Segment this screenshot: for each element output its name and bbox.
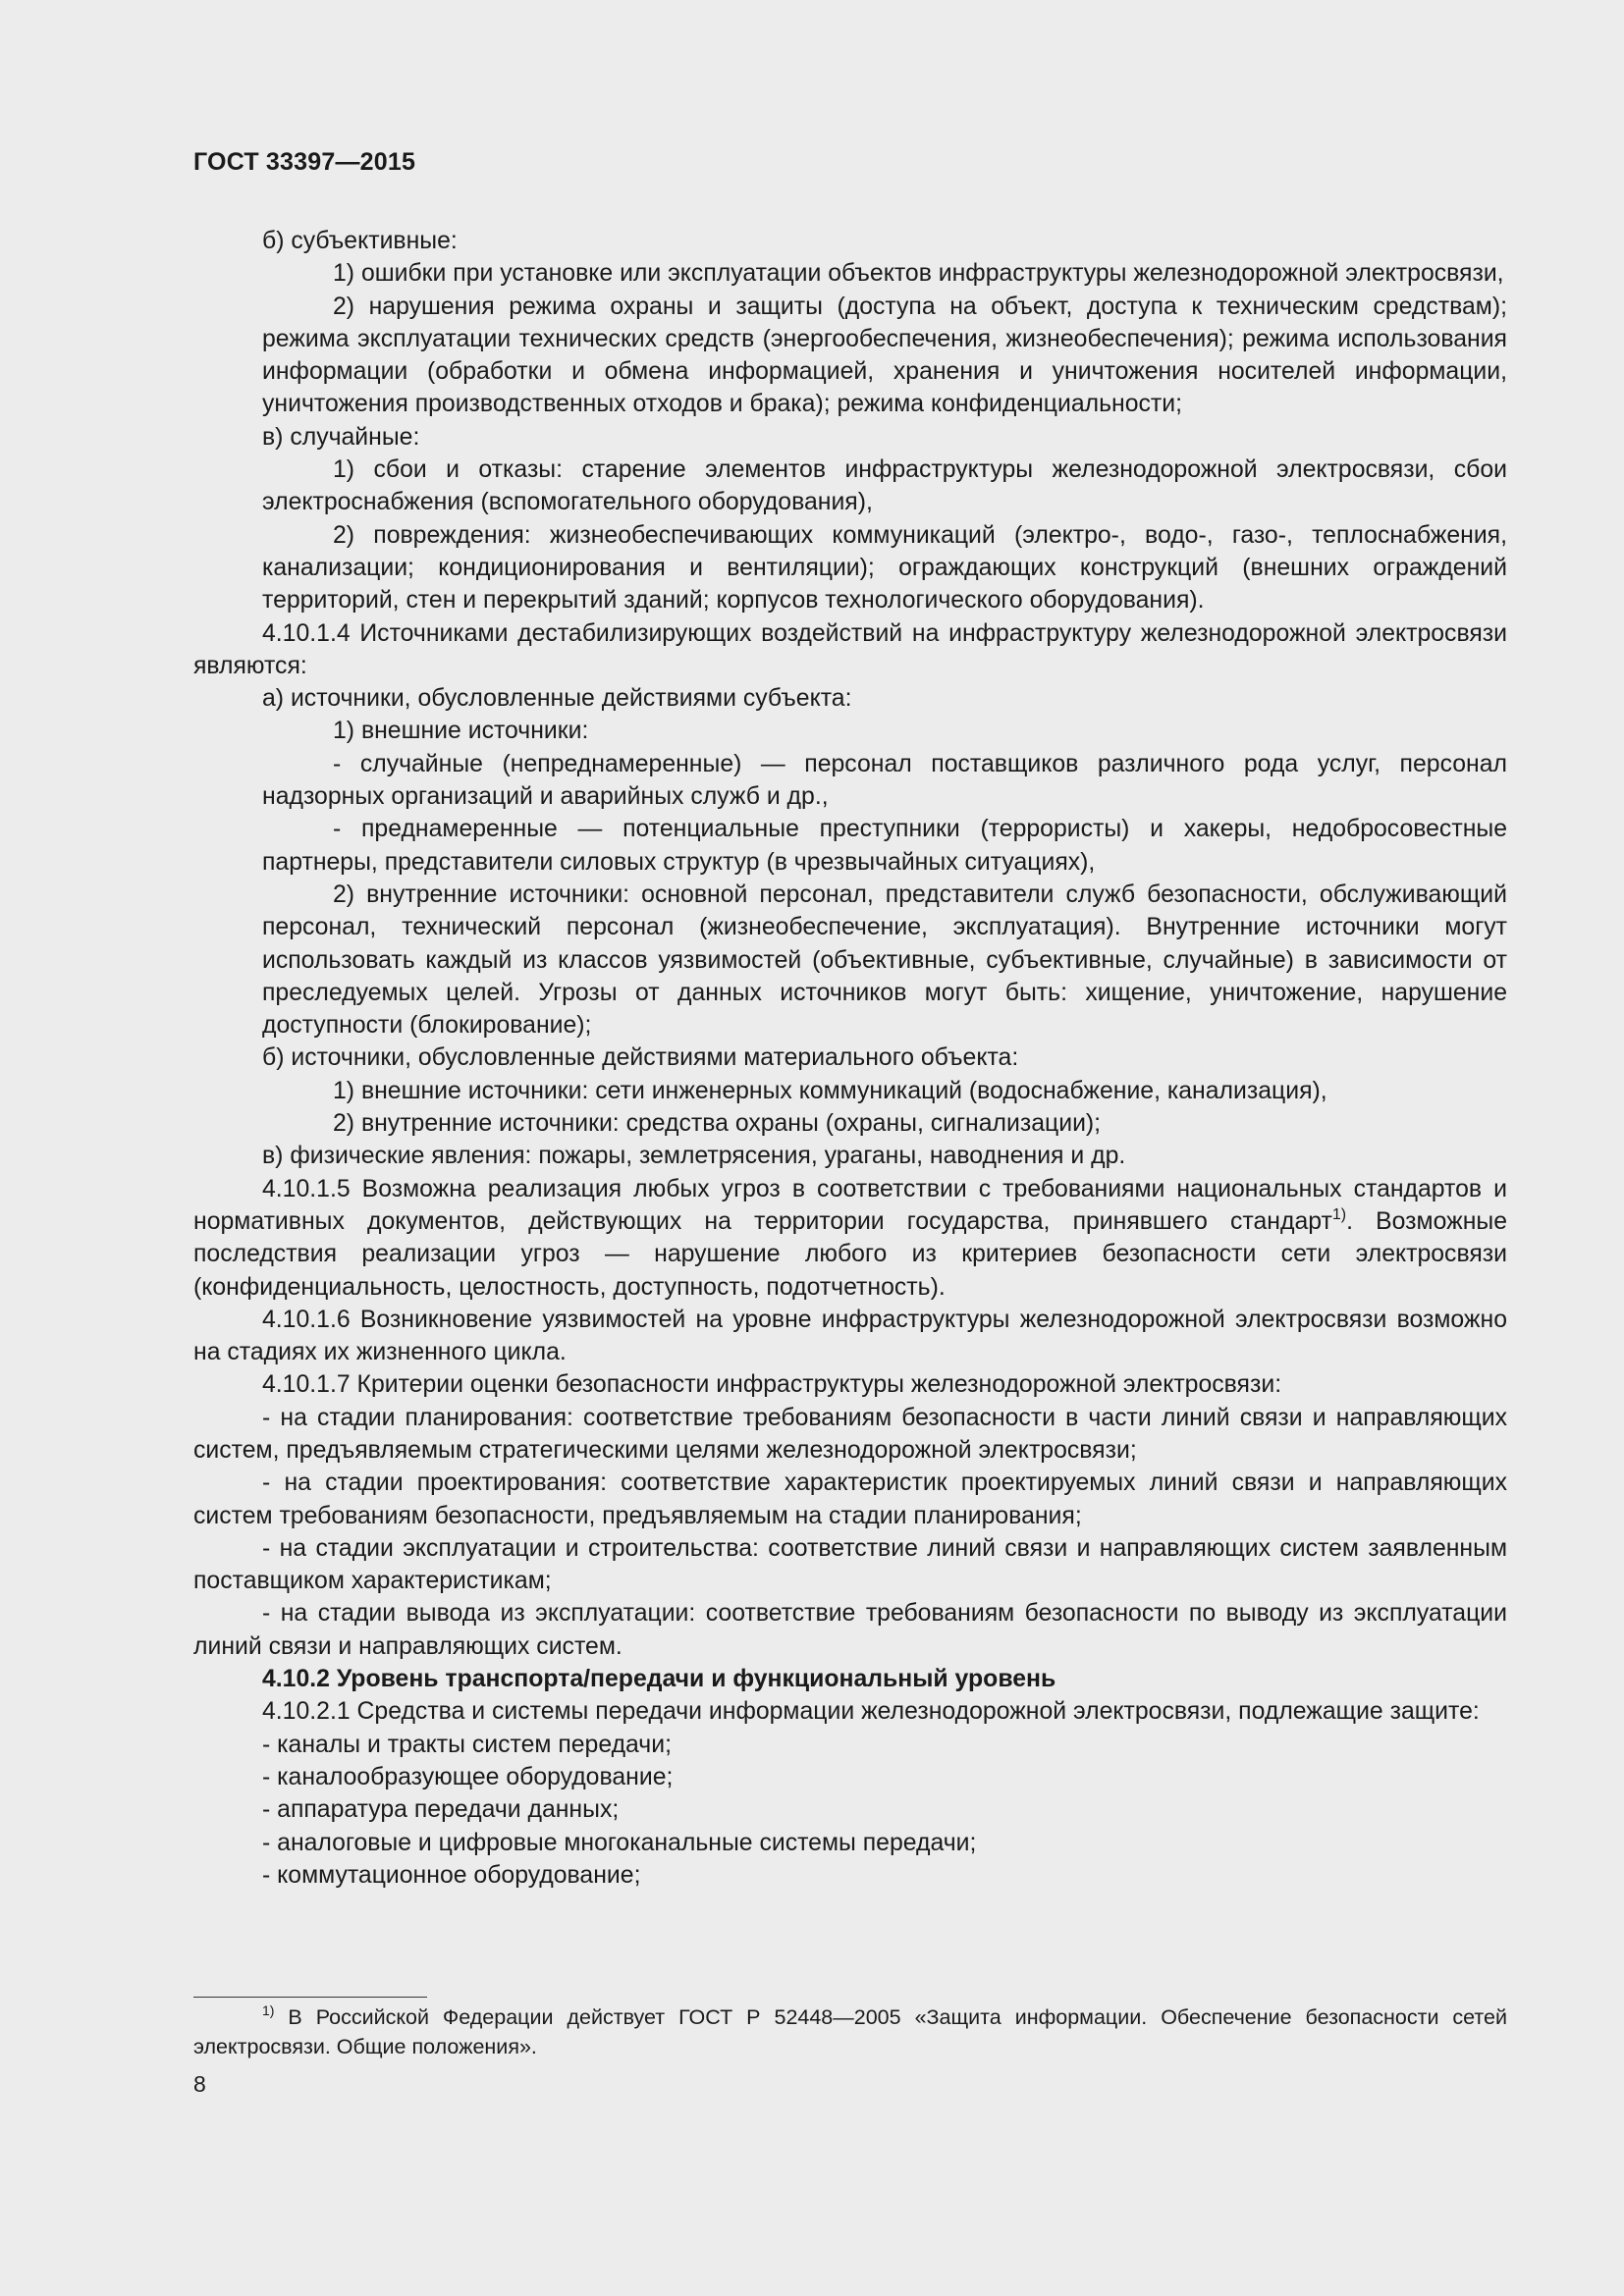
footnote-body: В Российской Федерации действует ГОСТ Р 52448—2005 «Защита информации. Обеспечение безопасности сетей электросвязи. Общие положения».	[193, 2005, 1507, 2058]
paragraph: 1) сбои и отказы: старение элементов инфраструктуры железнодорожной электросвязи, сбои электроснабжения (вспомогательного оборудования),	[262, 456, 1507, 516]
paragraph: - на стадии эксплуатации и строительства: соответствие линий связи и направляющих систем заявленным поставщиком характеристикам;	[193, 1534, 1507, 1595]
paragraph: а) источники, обусловленные действиями субъекта:	[262, 685, 852, 713]
paragraph: 1) внешние источники: сети инженерных коммуникаций (водоснабжение, канализация),	[333, 1077, 1327, 1104]
list-item: - аппаратура передачи данных;	[262, 1796, 620, 1824]
footnote-text	[193, 2002, 1507, 2061]
footnote-marker: 1)	[262, 2002, 275, 2018]
paragraph: 4.10.1.7 Критерии оценки безопасности инфраструктуры железнодорожной электросвязи:	[262, 1371, 1282, 1399]
paragraph: - на стадии планирования: соответствие требованиям безопасности в части линий связи и направляющих систем, предъявляемым стратегическими целями железнодорожной электросвязи;	[193, 1404, 1507, 1464]
section-heading: 4.10.2 Уровень транспорта/передачи и функциональный уровень	[262, 1666, 1056, 1693]
paragraph: - преднамеренные — потенциальные преступники (террористы) и хакеры, недобросовестные партнеры, представители силовых структур (в чрезвычайных ситуациях),	[262, 816, 1507, 876]
paragraph: 4.10.1.6 Возникновение уязвимостей на уровне инфраструктуры железнодорожной электросвязи возможно на стадиях их жизненного цикла.	[193, 1306, 1507, 1366]
paragraph: 4.10.2.1 Средства и системы передачи информации железнодорожной электросвязи, подлежащие защите:	[262, 1698, 1480, 1726]
document-header: ГОСТ 33397—2015	[193, 148, 416, 176]
paragraph: в) физические явления: пожары, землетрясения, ураганы, наводнения и др.	[262, 1143, 1126, 1170]
paragraph: 2) внутренние источники: средства охраны (охраны, сигнализации);	[333, 1110, 1102, 1138]
list-item: - коммутационное оборудование;	[262, 1861, 641, 1889]
paragraph: 2) нарушения режима охраны и защиты (доступа на объект, доступа к техническим средствам); режима эксплуатации технических средств (энергообеспечения, жизнеобеспечения); режима использования информации (обработки и обмена информацией, хранения и уничтожения носителей информации, уничтожения производственных отходов и брака); режима конфиденциальности;	[262, 293, 1507, 418]
list-item: - каналообразующее оборудование;	[262, 1763, 674, 1790]
paragraph: - случайные (непреднамеренные) — персонал поставщиков различного рода услуг, персонал надзорных организаций и аварийных служб и др.,	[262, 750, 1507, 811]
list-item: - аналоговые и цифровые многоканальные системы передачи;	[262, 1829, 977, 1856]
paragraph-text: . Возможные последствия реализации угроз — нарушение любого из критериев безопасности сети электросвязи (конфиденциальность, целостность, доступность, подотчетность).	[193, 1207, 1508, 1301]
paragraph: 1) ошибки при установке или эксплуатации объектов инфраструктуры железнодорожной электросвязи,	[333, 260, 1504, 288]
list-item: - каналы и тракты систем передачи;	[262, 1731, 672, 1758]
footnote-divider	[193, 1997, 427, 1998]
paragraph: - на стадии вывода из эксплуатации: соответствие требованиям безопасности по выводу из эксплуатации линий связи и направляющих систем.	[193, 1600, 1507, 1660]
paragraph: 2) повреждения: жизнеобеспечивающих коммуникаций (электро-, водо-, газо-, теплоснабжения, канализации; кондиционирования и вентиляции); ограждающих конструкций (внешних ограждений территорий, стен и перекрытий зданий; корпусов технологического оборудования).	[262, 521, 1507, 614]
paragraph-with-footnote-ref	[193, 1173, 1507, 1304]
paragraph: 1) внешние источники:	[333, 718, 589, 745]
paragraph: - на стадии проектирования: соответствие характеристик проектируемых линий связи и направляющих систем требованиям безопасности, предъявляемым на стадии планирования;	[193, 1469, 1507, 1529]
footnote-reference: 1)	[1331, 1205, 1347, 1223]
paragraph-text: 4.10.1.5 Возможна реализация любых угроз в соответствии с требованиями национальных стандартов и нормативных документов, действующих на территории государства, принявшего стандарт	[193, 1175, 1507, 1235]
footnote	[193, 2002, 1507, 2061]
page-number: 8	[193, 2071, 206, 2097]
paragraph: 2) внутренние источники: основной персонал, представители служб безопасности, обслуживающий персонал, технический персонал (жизнеобеспечение, эксплуатация). Внутренние источники могут использовать каждый из классов уязвимостей (объективные, субъективные, случайные) в зависимости от преследуемых целей. Угрозы от данных источников могут быть: хищение, уничтожение, нарушение доступности (блокирование);	[262, 881, 1507, 1040]
paragraph: б) субъективные:	[262, 228, 458, 254]
body-text	[193, 225, 1507, 1892]
paragraph: в) случайные:	[262, 423, 420, 451]
paragraph: б) источники, обусловленные действиями материального объекта:	[262, 1044, 1019, 1072]
paragraph: 4.10.1.4 Источниками дестабилизирующих воздействий на инфраструктуру железнодорожной электросвязи являются:	[193, 619, 1507, 679]
